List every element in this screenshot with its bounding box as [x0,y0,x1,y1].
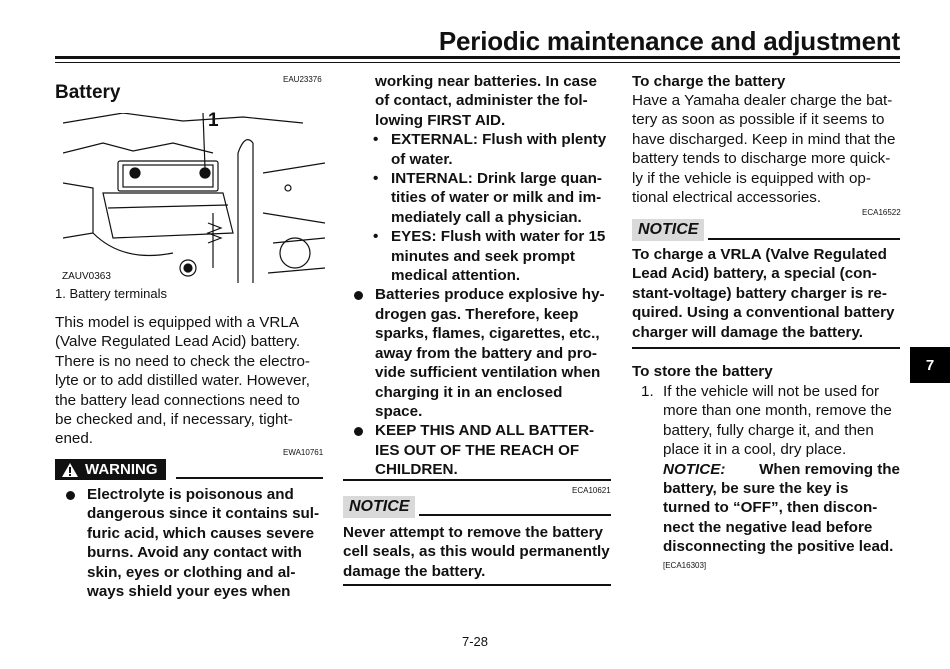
text-line: disconnecting the positive lead. [663,538,894,556]
text-line: of water. [391,150,453,168]
text-line: tery as soon as possible if it seems to [632,111,885,129]
bullet-small-icon: • [373,131,379,149]
code-eca10621: ECA10621 [572,486,611,495]
text-line: tional electrical accessories. [632,189,822,207]
list-item-external [343,130,611,169]
text-line: Never attempt to remove the battery [343,524,603,541]
warning-continued [343,72,611,480]
text-line: quired. Using a conventional battery [632,304,895,322]
text-line: charger will damage the battery. [632,323,863,341]
text-line: Have a Yamaha dealer charge the bat- [632,92,893,109]
store-item-number: 1. [641,383,654,400]
text-line: nect the negative lead before [663,518,873,536]
text-line: be checked and, if necessary, tight- [55,411,293,429]
text-line: tities of water or milk and im- [391,189,602,207]
warning-continued-lines [343,72,611,130]
bullet-small-icon: • [373,170,379,188]
text-line: working near batteries. In case [375,73,597,90]
text-line: ened. [55,430,94,448]
code-eca16522: ECA16522 [862,208,901,217]
text-line: skin, eyes or clothing and al- [87,563,296,581]
text-line: the battery lead connections need to [55,391,300,409]
warning-label: WARNING [85,461,158,478]
notice-rule [419,514,611,516]
list-item-eyes [343,227,611,285]
text-line: turned to “OFF”, then discon- [663,499,878,517]
text-line: battery tends to discharge more quick- [632,150,891,168]
text-line: EXTERNAL: Flush with plenty [391,131,607,149]
text-line: INTERNAL: Drink large quan- [391,170,602,188]
text-line: stant-voltage) battery charger is re- [632,284,887,302]
notice-text [343,523,611,581]
text-line: ly if the vehicle is equipped with op- [632,169,871,187]
text-line: lowing FIRST AID. [375,111,506,129]
store-title: To store the battery [632,363,773,380]
bullet-dot-icon [354,427,363,436]
text-line: cell seals, as this would permanently [343,543,610,561]
text-line: lyte or to add distilled water. However, [55,372,310,390]
header-rule-thick [55,56,900,59]
warning-end-rule [343,479,611,481]
text-line: battery, be sure the key is [663,480,849,498]
text-line: Batteries produce explosive hy- [375,286,605,304]
text-line: To charge a VRLA (Valve Regulated [632,246,887,263]
text-line: dangerous since it contains sul- [87,505,320,523]
code-eau23376: EAU23376 [283,75,322,84]
figure-caption: 1. Battery terminals [55,286,167,301]
text-line: This model is equipped with a VRLA [55,314,299,331]
text-line: damage the battery. [343,562,486,580]
warning-rule [176,477,323,479]
charge-paragraph [632,91,900,207]
text-line: minutes and seek prompt [391,247,575,265]
text-line: place it in a cool, dry place. [663,441,847,459]
section-title-battery: Battery [55,82,121,103]
text-line: drogen gas. Therefore, keep [375,305,579,323]
text-line: of contact, administer the fol- [375,92,588,110]
list-item-keep-out-of-reach [343,421,611,479]
bullet-small-icon: • [373,228,379,246]
list-item-explosive-gas [343,285,611,421]
text-line: space. [375,402,423,420]
text-line: KEEP THIS AND ALL BATTER- [375,422,595,440]
chapter-tab: 7 [910,347,950,383]
code-eca16303: [ECA16303] [663,561,707,570]
charge-title: To charge the battery [632,73,786,90]
text-line: EYES: Flush with water for 15 [391,228,606,246]
notice-badge: NOTICE [632,219,704,241]
notice-badge: NOTICE [343,496,415,518]
text-line: There is no need to check the electro- [55,352,310,370]
inline-notice-first: When removing the [759,460,900,478]
text-line: burns. Avoid any contact with [87,544,302,562]
text-line: ways shield your eyes when [87,583,291,601]
warning-badge [55,459,166,480]
text-line: vide sufficient ventilation when [375,364,601,382]
page-header-title: Periodic maintenance and adjustment [438,26,900,56]
battery-illustration [63,113,325,283]
text-line: Lead Acid) battery, a special (con- [632,265,877,283]
figure-code: ZAUV0363 [62,271,111,282]
text-line: medical attention. [391,267,521,285]
text-line: mediately call a physician. [391,208,582,226]
notice-rule [708,238,900,240]
code-ewa10761: EWA10761 [283,448,324,457]
text-line: (Valve Regulated Lead Acid) battery. [55,333,301,351]
text-line: charging it in an enclosed [375,383,563,401]
text-line: more than one month, remove the [663,402,892,420]
text-line: away from the battery and pro- [375,344,597,362]
text-line: have discharged. Keep in mind that the [632,130,896,148]
warning-triangle-icon [61,462,79,478]
text-line [663,460,900,479]
notice-text [632,245,900,342]
store-item-text [663,382,900,557]
text-line: battery, fully charge it, and then [663,421,874,439]
battery-intro-paragraph [55,313,323,449]
text-line: sparks, flames, cigarettes, etc., [375,325,600,343]
warning-bullet [55,485,323,601]
bullet-dot-icon [66,491,75,500]
header-rule-thin [55,62,900,63]
text-line: CHILDREN. [375,461,458,479]
text-line: Electrolyte is poisonous and [87,486,294,503]
text-line: IES OUT OF THE REACH OF [375,441,580,459]
inline-notice-label: NOTICE: [663,460,726,478]
notice-end-rule [343,584,611,586]
list-item [55,485,323,601]
text-line: furic acid, which causes severe [87,524,315,542]
list-item-internal [343,169,611,227]
figure-callout-1: 1 [208,110,219,131]
page-number: 7-28 [461,634,489,649]
text-line: If the vehicle will not be used for [663,383,880,400]
bullet-dot-icon [354,291,363,300]
notice-end-rule [632,347,900,349]
battery-figure [63,113,325,283]
